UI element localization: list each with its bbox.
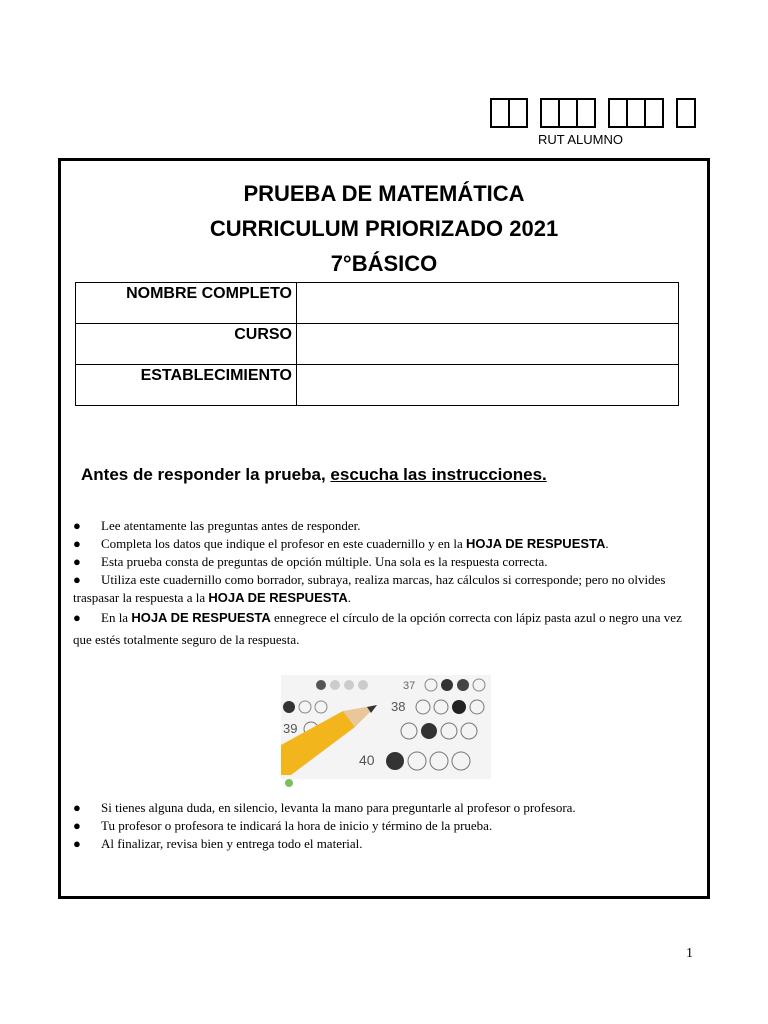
- row-37-number: 37: [403, 680, 416, 692]
- list-item: ● Lee atentamente las preguntas antes de responder.: [73, 518, 361, 533]
- school-field[interactable]: [297, 365, 679, 406]
- name-field[interactable]: [297, 283, 679, 324]
- rut-digit-box[interactable]: [576, 98, 596, 128]
- list-item: ● En la HOJA DE RESPUESTA ennegrece el círculo de la opción correcta con lápiz pasta azul o negro una vez que estés totalmente seguro de la respuesta.: [73, 610, 682, 647]
- list-item: ● Utiliza este cuadernillo como borrador, subraya, realiza marcas, haz cálculos si corresponde; pero no olvides traspasar la respuesta a la HOJA DE RESPUESTA.: [73, 572, 666, 605]
- student-info-table: [75, 282, 679, 406]
- list-item: ● Esta prueba consta de preguntas de opción múltiple. Una sola es la respuesta correcta.: [73, 554, 548, 569]
- page-title: PRUEBA DE MATEMÁTICA: [243, 181, 525, 206]
- intro-text: Antes de responder la prueba,: [81, 465, 331, 484]
- rut-digit-box[interactable]: [626, 98, 646, 128]
- rut-group-2: [540, 98, 596, 128]
- rut-group-3: [608, 98, 664, 128]
- course-field[interactable]: [297, 324, 679, 365]
- instructions-list-bottom: [73, 799, 693, 853]
- answer-sheet-image: [281, 675, 491, 791]
- list-item: ● Tu profesor o profesora te indicará la hora de inicio y término de la prueba.: [73, 818, 493, 833]
- intro-heading: [81, 465, 547, 485]
- school-label: ESTABLECIMIENTO: [76, 365, 297, 406]
- list-item: ● Al finalizar, revisa bien y entrega todo el material.: [73, 836, 363, 851]
- cover-frame: [58, 158, 710, 899]
- row-40-number: 40: [359, 752, 375, 768]
- row-38-number: 38: [391, 699, 406, 714]
- rut-label: RUT ALUMNO: [538, 132, 623, 147]
- rut-digit-box[interactable]: [508, 98, 528, 128]
- name-label: NOMBRE COMPLETO: [76, 283, 297, 324]
- rut-digit-box[interactable]: [490, 98, 510, 128]
- grade-title: 7°BÁSICO: [330, 251, 438, 276]
- table-row: [76, 365, 679, 406]
- page-number: 1: [686, 946, 693, 961]
- rut-check-digit-box[interactable]: [676, 98, 696, 128]
- rut-digit-box[interactable]: [558, 98, 578, 128]
- course-label: CURSO: [76, 324, 297, 365]
- list-item: ● Si tienes alguna duda, en silencio, levanta la mano para preguntarle al profesor o profesora.: [73, 800, 576, 815]
- rut-digit-box[interactable]: [644, 98, 664, 128]
- instructions-list-top: [73, 517, 693, 651]
- rut-boxes: [490, 98, 696, 128]
- page-subtitle: CURRICULUM PRIORIZADO 2021: [209, 216, 559, 241]
- answer-sheet-illustration: [281, 675, 491, 791]
- intro-underlined: escucha las instrucciones.: [330, 465, 547, 484]
- rut-digit-box[interactable]: [540, 98, 560, 128]
- table-row: [76, 283, 679, 324]
- rut-group-1: [490, 98, 528, 128]
- rut-digit-box[interactable]: [608, 98, 628, 128]
- row-39-number: 39: [283, 721, 298, 736]
- list-item: ● Completa los datos que indique el profesor en este cuadernillo y en la HOJA DE RESPUESTA.: [73, 536, 609, 551]
- table-row: [76, 324, 679, 365]
- rut-group-dv: [676, 98, 696, 128]
